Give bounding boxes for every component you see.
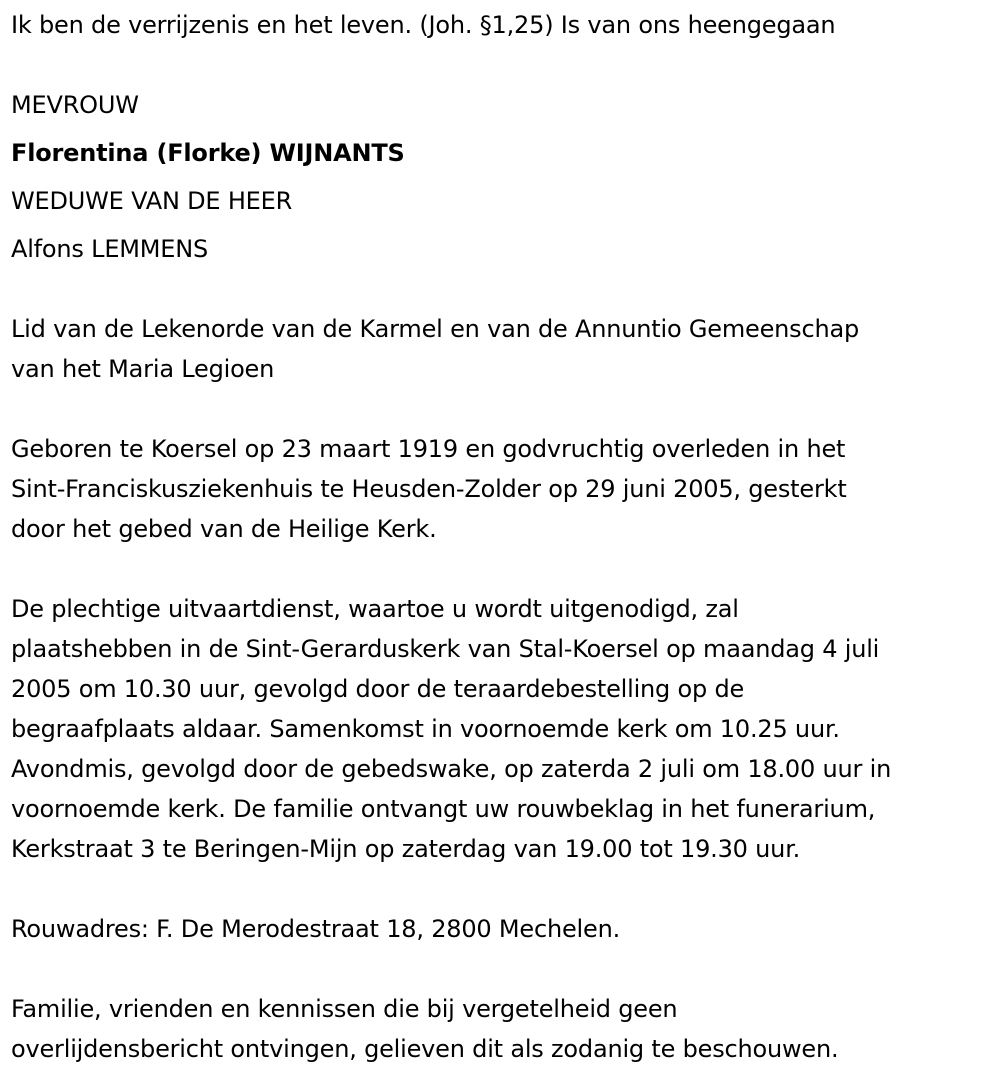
opening-quote: Ik ben de verrijzenis en het leven. (Joh. §1,25) Is van ons heengegaan (11, 11, 836, 39)
widow-relation: WEDUWE VAN DE HEER (11, 187, 293, 215)
service-line: Kerkstraat 3 te Beringen-Mijn op zaterdag van 19.00 tot 19.30 uur. (11, 835, 801, 863)
spouse-name: Alfons LEMMENS (11, 235, 209, 263)
closing-line: overlijdensbericht ontvingen, gelieven dit als zodanig te beschouwen. (11, 1035, 839, 1063)
service-line: plaatshebben in de Sint-Gerarduskerk van Stal-Koersel op maandag 4 juli (11, 635, 880, 663)
closing-line: Familie, vrienden en kennissen die bij vergetelheid geen (11, 995, 678, 1023)
birth-death-line: door het gebed van de Heilige Kerk. (11, 515, 437, 543)
birth-death-paragraph (11, 429, 996, 549)
mourning-address: Rouwadres: F. De Merodestraat 18, 2800 Mechelen. (11, 915, 621, 943)
honorific: MEVROUW (11, 91, 139, 119)
service-line: 2005 om 10.30 uur, gevolgd door de teraardebestelling op de (11, 675, 745, 703)
closing-paragraph (11, 989, 996, 1069)
membership-paragraph (11, 309, 996, 389)
membership-line: Lid van de Lekenorde van de Karmel en van de Annuntio Gemeenschap (11, 315, 860, 343)
membership-line: van het Maria Legioen (11, 355, 275, 383)
birth-death-line: Geboren te Koersel op 23 maart 1919 en godvruchtig overleden in het (11, 435, 846, 463)
service-line: begraafplaats aldaar. Samenkomst in voornoemde kerk om 10.25 uur. (11, 715, 840, 743)
birth-death-line: Sint-Franciskusziekenhuis te Heusden-Zolder op 29 juni 2005, gesterkt (11, 475, 847, 503)
service-line: De plechtige uitvaartdienst, waartoe u wordt uitgenodigd, zal (11, 595, 739, 623)
service-line: voornoemde kerk. De familie ontvangt uw rouwbeklag in het funerarium, (11, 795, 876, 823)
deceased-name: Florentina (Florke) WIJNANTS (11, 139, 405, 167)
service-line: Avondmis, gevolgd door de gebedswake, op zaterda 2 juli om 18.00 uur in (11, 755, 892, 783)
funeral-service-paragraph (11, 589, 996, 869)
